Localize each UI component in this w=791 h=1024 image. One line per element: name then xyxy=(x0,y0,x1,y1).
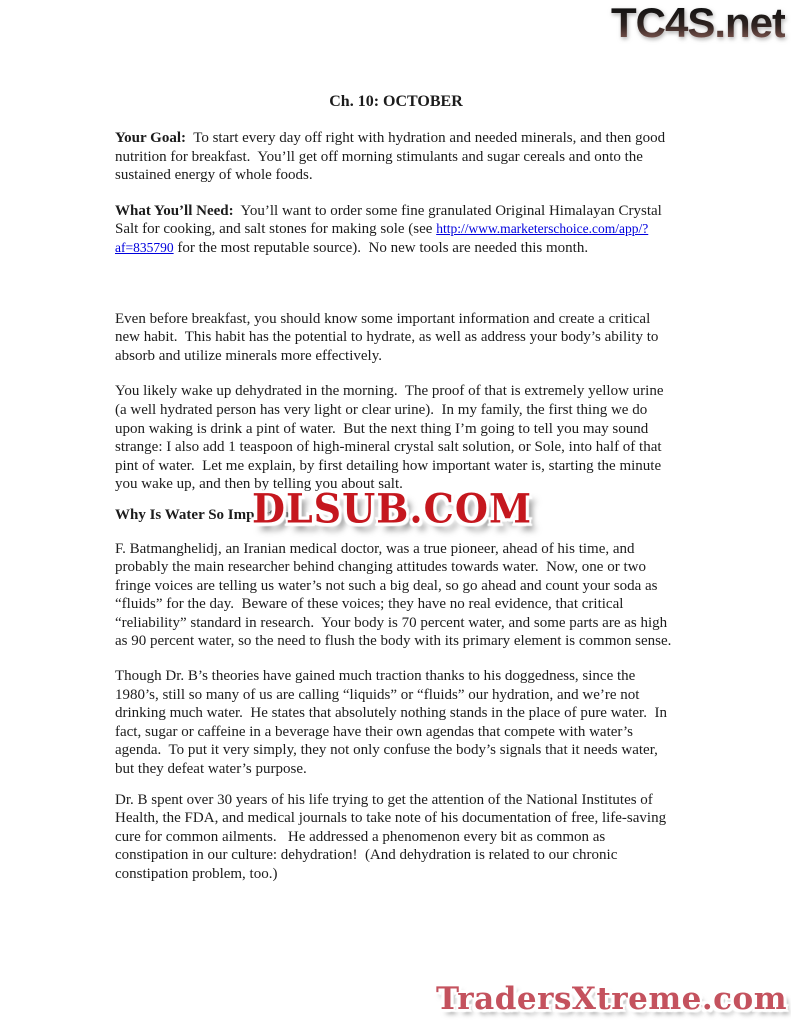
document-body xyxy=(115,0,677,884)
tradersxtreme-watermark: TradersXtreme.com xyxy=(435,981,787,1017)
paragraph-nih: Dr. B spent over 30 years of his life trying to get the attention of the National Institutes of Health, the FDA, and medical journals to take note of his documentation of free, life-saving cure for common ailments. He addressed a phenomenon every bit as common as constipation in our culture: dehydration! (And dehydration is related to our chronic constipation problem, too.) xyxy=(115,791,670,882)
why-water-heading: Why Is Water So Important? xyxy=(115,506,302,523)
what-youll-need-text-before: You’ll want to order some fine granulated Original Himalayan Crystal Salt for cooking, and salt stones for making sole (see xyxy=(115,202,666,238)
paragraph-wake-up: You likely wake up dehydrated in the morning. The proof of that is extremely yellow urine (a well hydrated person has very light or clear urine). In my family, the first thing we do upon waking is drink a pint of water. But the next thing I’m going to tell you may sound strange: I also add 1 teaspoon of high-mineral crystal salt solution, or Sole, into half of that pint of water. Let me explain, by first detailing how important water is, starting the minute you wake up, and then by telling you about salt. xyxy=(115,383,668,493)
your-goal-text: To start every day off right with hydration and needed minerals, and then good nutrition for breakfast. You’ll get off morning stimulants and sugar cereals and onto the sustained energy of whole foods. xyxy=(115,130,669,184)
paragraph-intro: Even before breakfast, you should know some important information and create a critical new habit. This habit has the potential to hydrate, as well as address your body’s ability to absorb and utilize minerals more effectively. xyxy=(115,310,663,364)
paragraph-your-goal xyxy=(115,129,677,185)
paragraph-what-youll-need xyxy=(115,202,677,258)
dlsub-watermark: DLSUB.COM xyxy=(252,484,533,533)
chapter-title: Ch. 10: OCTOBER xyxy=(329,93,463,110)
your-goal-label: Your Goal: xyxy=(115,130,186,146)
paragraph-batmanghelidj: F. Batmanghelidj, an Iranian medical doctor, was a true pioneer, ahead of his time, and probably the main researcher behind changing attitudes towards water. Now, one or two fringe voices are telling us water’s not such a big deal, so go ahead and count your soda as “fluids” for the day. Beware of these voices; they have no real evidence, that critical “reliability” standard in research. Your body is 70 percent water, and some parts are as high as 90 percent water, so the need to flush the body with its primary element is common sense. xyxy=(115,540,672,650)
tc4s-logo-watermark: TC4S.net xyxy=(610,0,785,46)
what-youll-need-label: What You’ll Need: xyxy=(115,202,234,219)
what-youll-need-text-after: for the most reputable source). No new tools are needed this month. xyxy=(173,239,589,256)
marketerschoice-link[interactable]: http://www.marketerschoice.com/app/?af=835790 xyxy=(115,221,649,255)
paragraph-traction: Though Dr. B’s theories have gained much traction thanks to his doggedness, since the 1980’s, still so many of us are calling “liquids” or “fluids” our hydration, and we’re not drinking much water. He states that absolutely nothing stands in the place of pure water. In fact, sugar or caffeine in a beverage have their own agendas that compete with water’s agenda. To put it very simply, they not only confuse the body’s signals that it needs water, but they defeat water’s purpose. xyxy=(115,668,671,778)
